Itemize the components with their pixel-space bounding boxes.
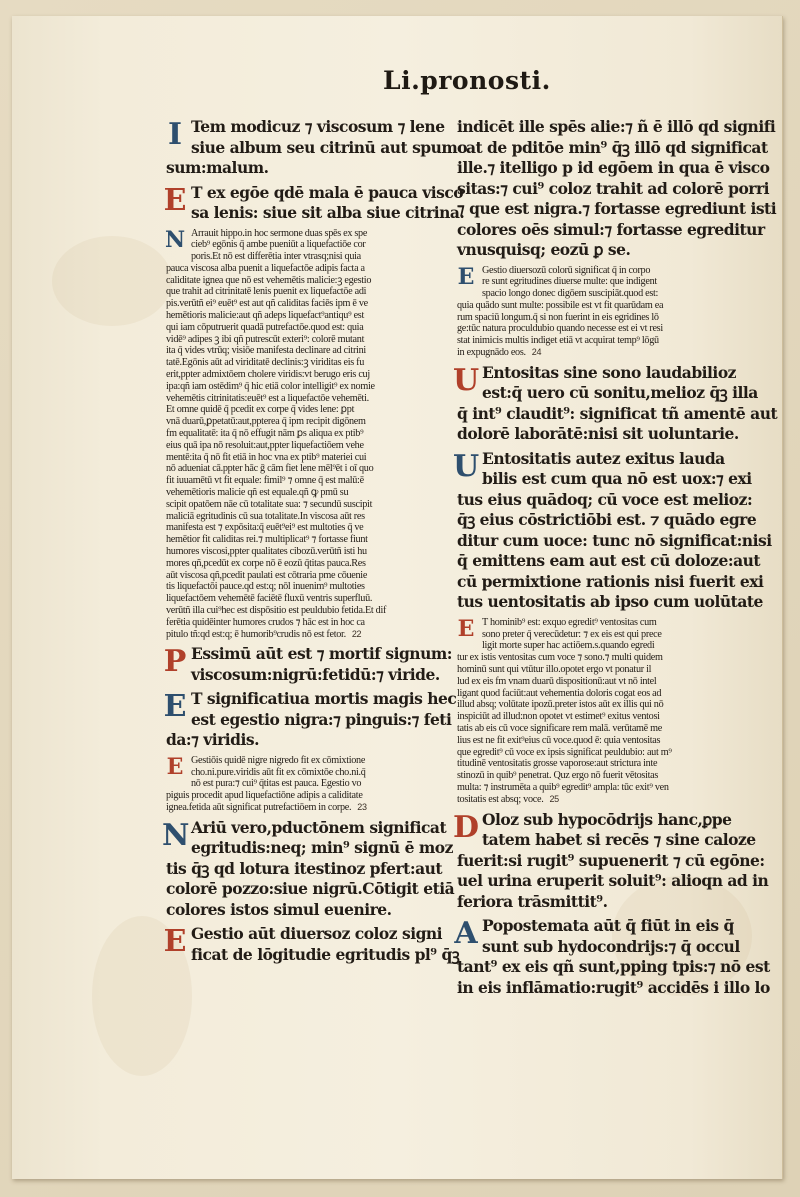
text-line: Tem modicuz ⁊ viscosum ⁊ lene xyxy=(191,117,445,136)
text-line: tant⁹ ex eis qñ sunt,pping tpis:⁊ nō est xyxy=(457,957,770,977)
text-line: nō est pura:⁊ cui⁹ q̄titas est pauca. Egestio vo xyxy=(191,778,362,790)
text-line: in expugnādo eos. 24 xyxy=(457,347,542,359)
text-line: ita q̄ vides vtrūq; visiōe manifesta declinare ad citrini xyxy=(166,345,366,357)
text-line: mores qñ,pcedūt ex corpe nō ē eozū q̄titas pauca.Res xyxy=(166,557,366,569)
text-line: colores oēs simul:⁊ fortasse egreditur xyxy=(457,219,765,239)
paragraph xyxy=(166,755,438,814)
paragraph xyxy=(163,182,465,224)
text-line: re sunt egritudines diuerse multe: que indigent xyxy=(482,276,657,288)
text-line: siue album seu citrinū aut spumo xyxy=(191,137,468,157)
text-line: tus eius quādoq; cū voce est melioz: xyxy=(457,489,753,509)
text-line: verūtñ illa cui⁹hec est dispōsitio est peuldubio fetida.Et dif xyxy=(166,605,387,616)
text-line: da:⁊ viridis. xyxy=(166,730,260,750)
text-line: colorē pozzo:siue nigrū.Cōtigit etiā xyxy=(166,879,455,899)
paragraph xyxy=(453,809,769,913)
text-line: Gestiōis quidē nigre nigredo fit ex cōmixtione xyxy=(191,754,366,766)
text-line: fm equalitatē: ita q̄ nō effugit nām ꝑs aliqua ex ptib⁹ xyxy=(166,428,364,440)
text-line: tatis ab eis cū voce significare rem malā. verūtamē me xyxy=(457,723,663,735)
text-line: viscosum:nigrū:fetidū:⁊ viride. xyxy=(191,664,440,684)
text-line: stinozū in quib⁹ penetrat. Quz ergo nō fuerit vētositas xyxy=(457,770,659,782)
text-block xyxy=(457,617,732,806)
decorated-initial: E xyxy=(163,182,187,218)
right-column xyxy=(453,117,778,1002)
page-header: Li.pronosti. xyxy=(383,66,551,95)
text-line: pitulo tñ:qd est:q; ē humorib⁹crudis nō est fetor. 22 xyxy=(166,628,362,640)
text-line: ipa:qñ iam ostēdim⁹ q̄ hic etiā color intelligit⁹ ex nomie xyxy=(166,380,375,392)
text-line: piguis procedit apud liquefactiōne adipis a caliditate xyxy=(166,790,363,802)
text-line: tis q̄ꝫ qd lotura itestinoz pfert:aut xyxy=(166,858,443,878)
text-line: lud ex eis fm vnam duarū dispositionū:aut vt nō intel xyxy=(457,675,657,687)
decorated-initial: U xyxy=(453,362,480,398)
text-line: in eis inflāmatio:rugit⁹ accidēs i illo lo xyxy=(457,977,770,997)
text-line: titudinē ventositatis grosse vaporose:aut strictura inte xyxy=(457,758,658,770)
text-block xyxy=(457,916,770,998)
paragraph xyxy=(457,265,732,359)
decorated-initial: E xyxy=(163,924,187,960)
text-block xyxy=(166,182,465,224)
text-line: sunt sub hydocondrijs:⁊ q̄ occul xyxy=(482,936,740,956)
paragraph xyxy=(166,228,438,641)
text-line: pis.verūtñ ei⁹ euēt⁹ est aut qñ caliditas faciēs ipm ē ve xyxy=(166,298,368,310)
text-line: tur ex istis ventositas cum voce ⁊ sono.⁊ multi quidem xyxy=(457,652,663,664)
text-line: fit iuuamētū vt fit equale: fimil⁹ ⁊ omne q̄ est malū:ē xyxy=(166,475,364,487)
text-line: illud absq; volūtate ipozū.preter istos aūt ex illis qui nō xyxy=(457,699,664,711)
text-line: ferētia quidēinter humores crudos ⁊ hāc est in hoc ca xyxy=(166,616,365,628)
text-line: manifesta est ⁊ expōsita:q̄ euēt⁹ei⁹ est multoties q̄ ve xyxy=(166,522,364,534)
text-line: Arrauit hippo.in hoc sermone duas spēs ex spe xyxy=(191,227,368,239)
text-line: vnusquisq; eozū ꝑ se. xyxy=(457,240,631,259)
text-line: T ex egōe qdē mala ē pauca visco xyxy=(191,182,464,202)
text-line: q̄ꝫ eius cōstrictiōbi est. ⁊ quādo egre xyxy=(457,510,757,530)
text-line: sum:malum. xyxy=(166,158,269,177)
text-line: vidē⁹ adipes ꝫ ibi qñ putrescūt exteri⁹: colorē mutant xyxy=(166,333,365,345)
text-line: inspiciūt ad illud:non opotet vt estimet⁹ exitus ventosi xyxy=(457,711,660,723)
text-line: que egredit⁹ cū voce ex ipsis significat peuldubio: aut m⁹ xyxy=(457,746,672,758)
decorated-initial: D xyxy=(453,809,480,845)
paragraph xyxy=(166,117,468,179)
text-line: quia quādo sunt multe: possibile est vt fit quarūdam ea xyxy=(457,299,664,311)
text-line: sono preter q̄ verecūdetur: ⁊ ex eis est qui prece xyxy=(482,628,662,640)
paragraph xyxy=(162,817,455,921)
left-column xyxy=(162,117,468,969)
paragraph xyxy=(457,117,777,261)
text-line: sa lenis: siue sit alba siue citrina. xyxy=(191,203,465,222)
text-line: aūt viscosa qñ,pcedit paulati est cōtraria pme cōuenie xyxy=(166,569,368,581)
decorated-initial: E xyxy=(457,263,475,290)
text-line: hemētior fit caliditas rei.⁊ multiplicat⁹ ⁊ fortasse fiunt xyxy=(166,534,368,546)
text-line: est:q̄ uero cū sonitu,melioz q̄ꝫ illa xyxy=(482,383,758,403)
text-line: rum spaciū longum.q̄ si non fuerint in eis egridines lō xyxy=(457,311,659,323)
text-line: maliciā egritudinis cū sua totalitate.In viscosa aūt res xyxy=(166,510,365,522)
text-line: multa: ⁊ instrumēta a quib⁹ egredit⁹ ampla: tūc exit⁹ ven xyxy=(457,782,669,794)
decorated-initial: E xyxy=(166,753,184,780)
text-line: Oloz sub hypocōdrijs hanc,ꝑpe xyxy=(482,809,732,829)
text-line: liquefactōem vehemētē faciētē fluxū ventris superfluū. xyxy=(166,593,373,605)
text-line: ge:tūc natura proculdubio quando necesse est ei vt resi xyxy=(457,323,663,335)
text-block xyxy=(457,362,778,445)
text-line: poris.Et nō est differētia inter vtrasq;nisi quia xyxy=(191,251,361,263)
text-block xyxy=(166,117,468,179)
text-block xyxy=(166,644,452,685)
text-line: ignea.fetida aūt significat putrefactiōem in corpe. 23 xyxy=(166,802,367,814)
decorated-initial: P xyxy=(163,644,187,680)
text-line: cho.ni.pure.viridis aūt fit ex cōmixtōe cho.ni.q̄ xyxy=(191,766,366,778)
section-number: 23 xyxy=(357,802,367,813)
text-line: ⁊ que est nigra.⁊ fortasse egrediunt isti xyxy=(457,199,777,218)
text-line: Entositas sine sono laudabilioz xyxy=(482,362,736,382)
paragraph xyxy=(453,448,772,613)
text-line: pauca viscosa alba puenit a liquefactōe adipis facta a xyxy=(166,262,365,274)
paragraph xyxy=(453,362,778,445)
text-line: qui iam cōputruerit quadā putrefactōe.quod est: quia xyxy=(166,321,364,333)
text-line: lius est ne fit exit⁹eius cū voce.quod ē: quia ventositas xyxy=(457,734,661,746)
text-line: que trahit ad citrinitatē lenis puenit ex liquefactōe adi xyxy=(166,286,367,298)
decorated-initial: E xyxy=(457,615,475,642)
text-line: ille.⁊ itelligo p id egōem in qua ē visco xyxy=(457,158,770,177)
paragraph xyxy=(163,644,452,685)
text-block xyxy=(457,117,777,261)
text-line: vehemētis citrinitatis:euēt⁹ est a liquefactōe vehemēti. xyxy=(166,392,369,404)
text-line: ficat de lōgitudie egritudis pl⁹ q̄ꝫ xyxy=(191,944,460,964)
text-block xyxy=(166,924,460,965)
text-line: tus uentositatis ab ipso cum uolūtate xyxy=(457,592,763,612)
text-line: dolorē laborātē:nisi sit uoluntarie. xyxy=(457,424,739,444)
decorated-initial: N xyxy=(162,817,190,853)
text-line: vehemētioris malicie qñ est equale.qñ ꝙ pmū su xyxy=(166,487,349,499)
text-line: T hominib⁹ est: exquo egredit⁹ ventositas cum xyxy=(482,616,657,628)
text-line: Et omne quidē q̄ pcedit ex corpe q̄ vides lene: ꝑpt xyxy=(166,404,355,416)
decorated-initial: U xyxy=(453,448,480,484)
text-line: hominū sunt qui vtūtur illo.opotet ergo vt ponatur il xyxy=(457,664,652,676)
section-number: 22 xyxy=(351,628,362,639)
text-line: q̄ int⁹ claudit⁹: significat tñ amentē aut xyxy=(457,403,778,423)
text-line: Entositatis autez exitus lauda xyxy=(482,448,725,468)
text-line: vnā duarū,ꝑpetatū:aut,ppterea q̄ ipm recipit digōnem xyxy=(166,416,366,428)
text-line: Essimū aūt est ⁊ mortif signum: xyxy=(191,644,452,664)
text-line: cū permixtione rationis nisi fuerit exi xyxy=(457,571,764,591)
text-line: scipit opatōem nāe cū totalitate sua: ⁊ secundū suscipit xyxy=(166,498,373,510)
decorated-initial: N xyxy=(164,226,186,253)
text-block xyxy=(166,689,457,751)
text-line: T significatiua mortis magis hec xyxy=(191,689,457,709)
section-number: 24 xyxy=(531,347,542,358)
text-block xyxy=(457,265,732,359)
text-line: Ariū vero,pductōnem significat xyxy=(191,817,447,837)
text-line: est egestio nigra:⁊ pinguis:⁊ feti xyxy=(191,709,452,729)
text-line: indicēt ille spēs alie:⁊ ñ ē illō qd signifi xyxy=(457,117,776,136)
decorated-initial: A xyxy=(454,916,478,952)
text-line: egritudis:neq; min⁹ signū ē moz xyxy=(191,838,453,858)
text-line: q̄ emittens eam aut est cū doloze:aut xyxy=(457,551,761,571)
text-line: feriora trāsmittit⁹. xyxy=(457,891,608,911)
text-line: cat de pditōe min⁹ q̄ꝫ illō qd significat xyxy=(457,137,768,157)
text-line: ligit morte super hac actiōem.s.quando egredi xyxy=(482,640,655,652)
text-line: sitas:⁊ cui⁹ coloz trahit ad colorē porri xyxy=(457,178,770,198)
text-block xyxy=(166,228,438,641)
decorated-initial: I xyxy=(167,117,183,152)
text-block xyxy=(166,755,438,814)
text-line: humores viscosi,ppter qualitates cibozū.verūtñ isti hu xyxy=(166,546,367,558)
text-line: hemētioris malicie:aut qñ adeps liquefact⁹antiqu⁹ est xyxy=(166,310,364,322)
text-line: tatem habet si recēs ⁊ sine caloze xyxy=(482,830,756,850)
text-line: cieb⁹ egōnis q̄ ambe pueniūt a liquefactiōe cor xyxy=(191,239,366,251)
text-line: stat inimicis multis indiget etiā vt acquirat temp⁹ lōgū xyxy=(457,335,659,347)
decorated-initial: E xyxy=(163,689,187,725)
text-line: colores istos simul euenire. xyxy=(166,899,392,919)
text-line: tatē.Egōnis aūt ad viriditatē declinis:ꝫ viriditas eis fu xyxy=(166,357,365,369)
text-line: Gestio diuersozū colorū significat q̄ in corpo xyxy=(482,264,651,276)
text-block xyxy=(457,809,769,913)
text-line: tis liquefactōi pauce.qd est:q; nōl inuenim⁹ multoties xyxy=(166,581,365,593)
text-block xyxy=(166,817,455,921)
text-line: nō adueniat cā.ppter hāc ḡ cām fiet lene mēl⁹ēt i oī quo xyxy=(166,463,374,475)
text-line: ditur cum uoce: tunc nō significat:nisi xyxy=(457,530,772,550)
text-line: uel urina eruperit soluit⁹: alioqn ad in xyxy=(457,871,769,891)
paragraph xyxy=(454,916,770,998)
text-line: eius quā ipa nō resoluit:aut,ppter liquefactiōem vehe xyxy=(166,439,364,451)
text-line: ligant quod faciūt:aut vehementia doloris cogat eos ad xyxy=(457,687,662,699)
text-line: mentē:ita q̄ nō fit etiā in hoc vna ex ptib⁹ materiei cui xyxy=(166,451,367,463)
section-number: 25 xyxy=(549,793,559,804)
text-line: erit,ppter admixtōem cholere viridis:vt berugo eris cuj xyxy=(166,369,370,381)
text-line: spacio longo donec digōem suscipiāt.quod est: xyxy=(482,288,659,300)
text-line: Popostemata aūt q̄ fiūt in eis q̄ xyxy=(482,916,734,936)
text-line: Gestio aūt diuersoz coloz signi xyxy=(191,924,443,944)
text-block xyxy=(457,448,772,613)
text-line: bilis est cum qua nō est uox:⁊ exi xyxy=(482,469,752,489)
paragraph xyxy=(163,924,460,965)
text-line: tositatis est absq; voce. 25 xyxy=(457,793,559,805)
paragraph xyxy=(163,689,457,751)
text-line: caliditate ignea que nō est vehemētis malicie:ꝫ egestio xyxy=(166,274,372,286)
text-line: fuerit:si rugit⁹ supuenerit ⁊ cū egōne: xyxy=(457,850,765,870)
paragraph xyxy=(457,617,732,806)
